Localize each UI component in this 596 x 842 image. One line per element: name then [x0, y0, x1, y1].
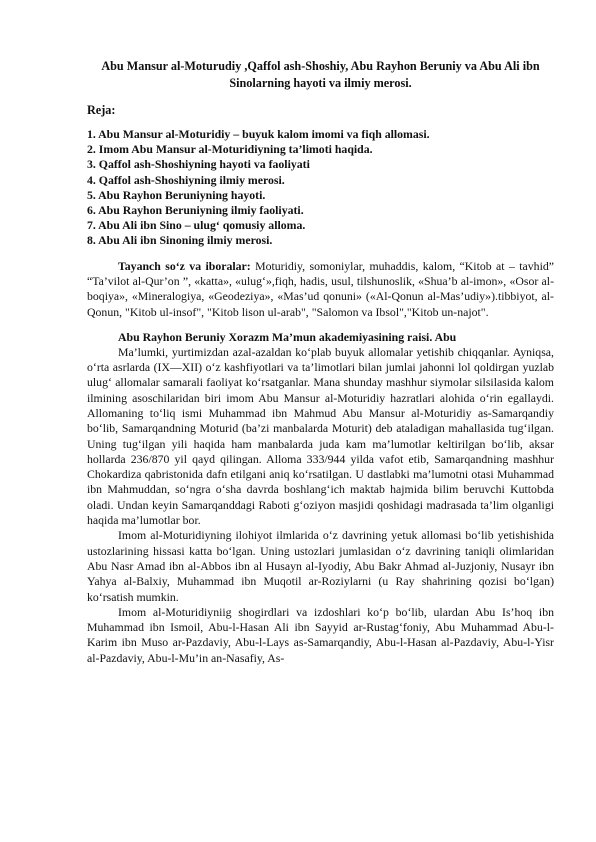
plan-item: 6. Abu Rayhon Beruniyning ilmiy faoliyati. — [87, 203, 304, 218]
plan-list — [87, 127, 554, 249]
body-paragraph: Imom al-Moturidiyning ilohiyot ilmlarida o‘z davrining yetuk allomasi bo‘lib yetishishida ustozlarining hissasi katta bo‘lgan. Uning ustozlari jumlasidan o‘z davrining taniqli olimlaridan Abu Nasr Amad ibn al-Abbos ibn al Husayn al-Iyodiy, Abu Bakr Ahmad al-Juzjoniy, Nusayr ibn Yahya al-Balxiy, Muhammad ibn Muqotil ar-Roziylarni (u Ray shahrining qozisi bo‘lgan) ko‘rsatish mumkin. — [87, 528, 554, 604]
document-content — [87, 58, 554, 666]
plan-item: 8. Abu Ali ibn Sinoning ilmiy merosi. — [87, 233, 273, 248]
plan-item: 3. Qaffol ash-Shoshiyning hayoti va faoliyati — [87, 157, 310, 172]
plan-item: 7. Abu Ali ibn Sino – ulug‘ qomusiy alloma. — [87, 218, 306, 233]
keywords-label: Tayanch so‘z va iboralar: — [118, 258, 251, 273]
plan-item: 2. Imom Abu Mansur al-Moturidiyning ta’limoti haqida. — [87, 142, 373, 157]
document-title: Abu Mansur al-Moturudiy ,Qaffol ash-Shoshiy, Abu Rayhon Beruniy va Abu Ali ibn Sinolarning hayoti va ilmiy merosi. — [101, 59, 540, 90]
keywords-text: Moturidiy, somoniylar, muhaddis, kalom, “Kitob at – tavhid” “Ta’vilot al-Qur’on ”, «katta», «ulug‘»,fiqh, hadis, usul, tilshunoslik, «Shua’b al-imon», «Osor al-boqiya», «Mineralogiya, «Geodeziya», «Mas’ud qonuni» («Al-Qonun al-Mas’udiy»).tibbiyot, al-Qonun, "Kitob ul-insof", "Kitob lison ul-arab", "Salomon va Ibsol","Kitob un-najot". — [87, 258, 554, 319]
plan-label: Reja: — [87, 103, 116, 117]
plan-item: 4. Qaffol ash-Shoshiyning ilmiy merosi. — [87, 172, 285, 187]
plan-item: 1. Abu Mansur al-Moturidiy – buyuk kalom imomi va fiqh allomasi. — [87, 127, 430, 141]
keywords-paragraph — [87, 259, 554, 320]
body-paragraph: Imom al-Moturidiyniig shogirdlari va izdoshlari ko‘p bo‘lib, ulardan Abu Is’hoq ibn Muhammad ibn Ismoil, Abu-l-Hasan Ali ibn Sayyid ar-Rustag‘foniy, Abu Muhammad Abu-l-Karim ibn Muso ar-Pazdaviy, Abu-l-Lays as-Samarqandiy, Abu-l-Hasan al-Pazdaviy, Abu-l-Yisr al-Pazdaviy, Abu-l-Mu’in an-Nasafiy, As- — [87, 604, 554, 665]
body-paragraph: Ma’lumki, yurtimizdan azal-azaldan ko‘plab buyuk allomalar yetishib chiqqanlar. Ayniqsa, o‘rta asrlarda (IX—XII) o‘z kashfiyotlari va ta’limotlari bilan jumlai jahonni lol qoldirgan yuzlab ulug‘ allomalar samarali faoliyat ko‘rsatganlar. Mana shunday mashhur siymolar silsilasida kalom ilmining asoschilaridan biri imom Abu Mansur al-Moturidiy hazratlari alohida o‘rin egallaydi. Allomaning to‘liq ismi Muhammad ibn Mahmud Abu Mansur al-Moturidiy as-Samarqandiy bo‘lib, Samarqandning Moturid (ba’zi manbalarda Moturit) deb ataladigan mahallasida tug‘ilgan. Uning tug‘ilgan yili haqida ham manbalarda juda kam ma’lumotlar keltirilgan bo‘lib, aksar hollarda 236/870 yil qayd qilingan. Alloma 333/944 yilda vafot etib, Samarqandning mashhur Chokardiza qabristonida dafn etilgani aniq ko‘rsatilgan. U dastlabki ma’lumotni otasi Muhammad ibn Mahmuddan, so‘ngra o‘sha davrda boshlang‘ich maktab hajmida bilim beruvchi Kuttobda oladi. Undan keyin Samarqanddagi Raboti g‘oziyon masjidi qoshidagi madrasada ta’lim olganligi haqida ma’lumotlar bor. — [87, 344, 554, 528]
plan-item: 5. Abu Rayhon Beruniyning hayoti. — [87, 187, 266, 202]
section-heading: Abu Rayhon Beruniy Xorazm Ma’mun akademiyasining raisi. Abu — [118, 329, 457, 344]
